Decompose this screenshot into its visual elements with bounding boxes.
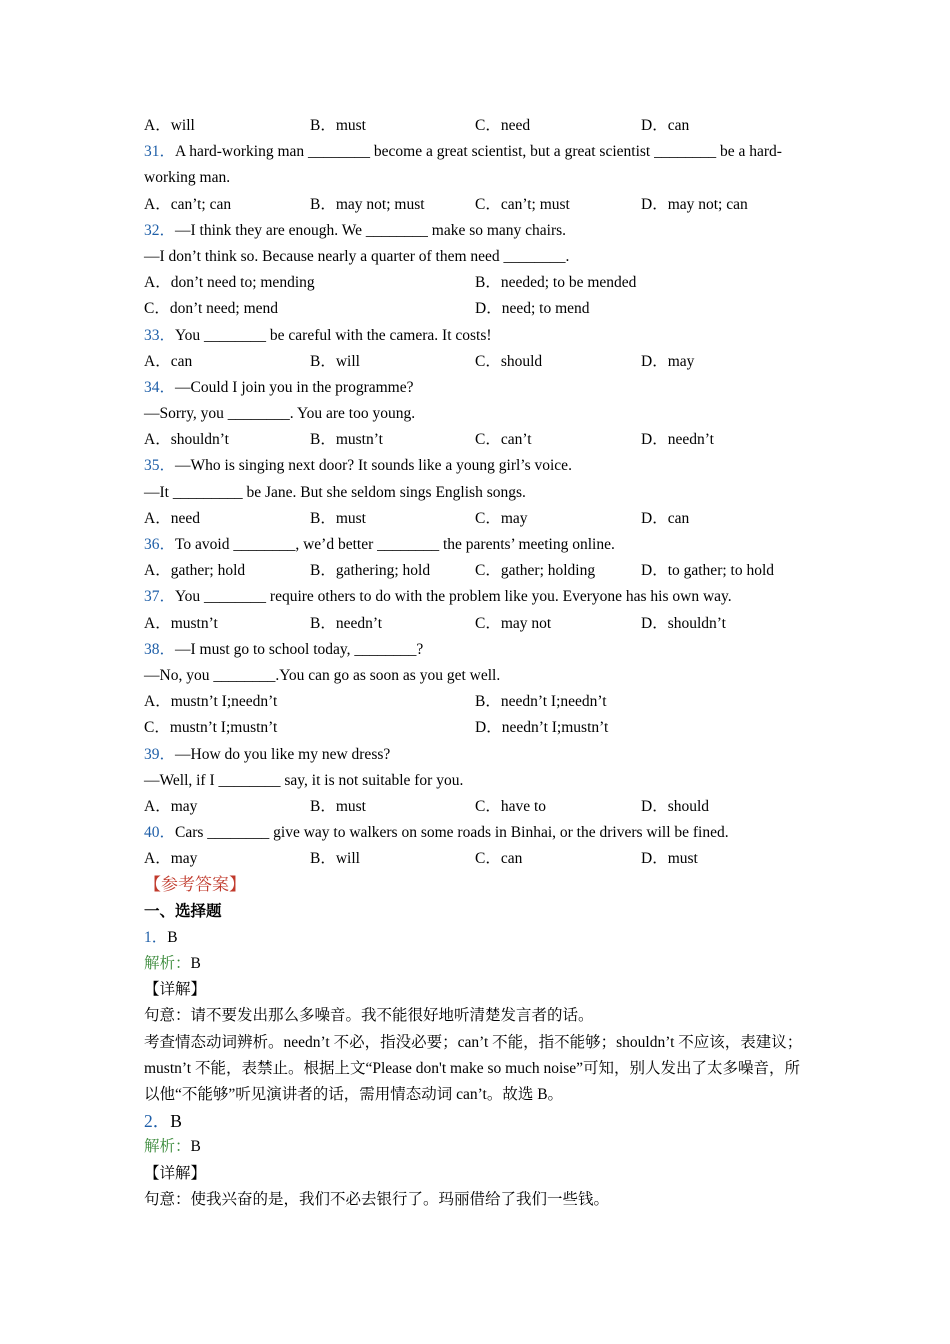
q38-option-d: D．needn’t I;mustn’t <box>475 719 609 737</box>
q39-option-b: B．must <box>310 797 366 815</box>
q34-stem <box>144 375 808 401</box>
answer-1-analysis: 考查情态动词辨析。needn’t 不必，指没必要；can’t 不能，指不能够；shouldn’t 不应该，表建议；mustn’t 不能，表禁止。根据上文“Please don't make so much noise”可知，别人发出了太多噪音，所以他“不能够”听见演讲者的话，需用情态动词 can’t。故选 B。 <box>144 1033 803 1103</box>
answer-1-jiexi-label: 解析： <box>144 955 191 973</box>
q39-option-a: A．may <box>144 797 198 815</box>
q32-stem <box>144 218 808 244</box>
q38-stem <box>144 637 808 663</box>
q40-options <box>144 846 808 872</box>
answer-1-value: B <box>167 928 178 946</box>
q38-option-a: A．mustn’t I;needn’t <box>144 693 278 711</box>
q34-line1: —Could I join you in the programme? <box>175 378 414 396</box>
answer-1-jiexi <box>144 951 808 977</box>
answer-2-value: B <box>170 1111 182 1132</box>
q31-option-b: B．may not; must <box>310 195 425 213</box>
q37-option-c: C．may not <box>475 614 552 632</box>
q32-line2: —I don’t think so. Because nearly a quarter of them need ________. <box>144 247 570 265</box>
q36-option-a: A．gather; hold <box>144 562 246 580</box>
q39-options <box>144 794 808 820</box>
q34-number: 34． <box>144 378 176 396</box>
q33-option-b: B．will <box>310 352 360 370</box>
q34-option-c: C．can’t <box>475 431 532 449</box>
q40-option-a: A．may <box>144 850 198 868</box>
answers-section-title: 一、选择题 <box>144 902 222 920</box>
q37-option-a: A．mustn’t <box>144 614 218 632</box>
q37-text: You ________ require others to do with the problem like you. Everyone has his own way. <box>175 588 732 606</box>
answer-1-meaning: 句意：请不要发出那么多噪音。我不能很好地听清楚发言者的话。 <box>144 1007 594 1025</box>
q36-number: 36． <box>144 536 176 554</box>
q38-line1: —I must go to school today, ________? <box>175 640 424 658</box>
q30-option-d: D．can <box>641 117 690 134</box>
q39-line2: —Well, if I ________ say, it is not suitable for you. <box>144 771 464 789</box>
q40-option-c: C．can <box>475 850 523 868</box>
answer-1-jiexi-value: B <box>190 955 201 973</box>
document-page <box>144 113 808 1213</box>
q36-option-d: D．to gather; to hold <box>641 562 775 580</box>
q31-text: A hard-working man ________ become a great scientist, but a great scientist ________ be a hard-working man. <box>144 143 782 187</box>
q35-option-b: B．must <box>310 509 366 527</box>
q34-line2: —Sorry, you ________. You are too young. <box>144 405 416 423</box>
q38-number: 38． <box>144 640 176 658</box>
q33-options <box>144 349 808 375</box>
q32-options-row2 <box>144 296 808 322</box>
q35-line1: —Who is singing next door? It sounds like a young girl’s voice. <box>175 457 572 475</box>
q35-option-a: A．need <box>144 509 200 527</box>
q39-number: 39． <box>144 745 176 763</box>
q34-option-d: D．needn’t <box>641 431 714 449</box>
q33-option-c: C．should <box>475 352 543 370</box>
q34-option-b: B．mustn’t <box>310 431 383 449</box>
q36-stem <box>144 532 808 558</box>
q32-option-a: A．don’t need to; mending <box>144 274 315 292</box>
q40-text: Cars ________ give way to walkers on some roads in Binhai, or the drivers will be fined. <box>175 824 729 842</box>
q39-option-d: D．should <box>641 797 710 815</box>
q33-text: You ________ be careful with the camera. It costs! <box>175 326 492 344</box>
q33-option-a: A．can <box>144 352 193 370</box>
q38-options-row2 <box>144 715 808 741</box>
q35-option-c: C．may <box>475 509 528 527</box>
q32-line1: —I think they are enough. We ________ make so many chairs. <box>175 221 567 239</box>
q38-option-c: C．mustn’t I;mustn’t <box>144 719 278 737</box>
q30-option-c: C．need <box>475 117 531 134</box>
answer-2-jiexi-label: 解析： <box>144 1138 191 1156</box>
q40-number: 40． <box>144 824 176 842</box>
q35-option-d: D．can <box>641 509 690 527</box>
q33-option-d: D．may <box>641 352 695 370</box>
q37-number: 37． <box>144 588 176 606</box>
answer-2-jiexi <box>144 1134 808 1160</box>
answer-1-detail-label: 【详解】 <box>144 981 207 999</box>
q31-options <box>144 192 808 218</box>
q37-stem <box>144 584 808 610</box>
q31-option-c: C．can’t; must <box>475 195 570 213</box>
q30-options <box>144 113 808 139</box>
q33-stem <box>144 323 808 349</box>
q35-options <box>144 506 808 532</box>
q34-options <box>144 427 808 453</box>
q31-stem <box>144 139 808 191</box>
q40-option-b: B．will <box>310 850 360 868</box>
answer-2-number: 2． <box>144 1111 171 1132</box>
q37-options <box>144 611 808 637</box>
q31-option-a: A．can’t; can <box>144 195 232 213</box>
q32-option-d: D．need; to mend <box>475 300 590 318</box>
q33-number: 33． <box>144 326 176 344</box>
q31-option-d: D．may not; can <box>641 195 748 213</box>
q32-options-row1 <box>144 270 808 296</box>
q32-option-b: B．needed; to be mended <box>475 274 637 292</box>
q39-line1: —How do you like my new dress? <box>175 745 391 763</box>
q40-stem <box>144 820 808 846</box>
answer-2-detail-label: 【详解】 <box>144 1164 207 1182</box>
q38-option-b: B．needn’t I;needn’t <box>475 693 607 711</box>
q40-option-d: D．must <box>641 850 698 868</box>
q39-option-c: C．have to <box>475 797 547 815</box>
q32-number: 32． <box>144 221 176 239</box>
q37-option-d: D．shouldn’t <box>641 614 726 632</box>
q30-option-a: A．will <box>144 117 195 134</box>
q36-text: To avoid ________, we’d better ________ the parents’ meeting online. <box>175 536 615 554</box>
q36-options <box>144 558 808 584</box>
q36-option-b: B．gathering; hold <box>310 562 431 580</box>
answer-1-number: 1． <box>144 928 168 946</box>
q34-option-a: A．shouldn’t <box>144 431 229 449</box>
answer-2-meaning: 句意：使我兴奋的是，我们不必去银行了。玛丽借给了我们一些钱。 <box>144 1190 610 1208</box>
q35-number: 35． <box>144 457 176 475</box>
q35-line2: —It _________ be Jane. But she seldom sings English songs. <box>144 483 526 501</box>
answer-1 <box>144 925 808 951</box>
answer-2 <box>144 1108 808 1134</box>
q38-line2: —No, you ________.You can go as soon as you get well. <box>144 666 501 684</box>
q37-option-b: B．needn’t <box>310 614 383 632</box>
q32-option-c: C．don’t need; mend <box>144 300 279 318</box>
q35-stem <box>144 453 808 479</box>
q30-option-b: B．must <box>310 117 366 134</box>
answer-2-jiexi-value: B <box>190 1138 201 1156</box>
q31-number: 31． <box>144 143 176 161</box>
q38-options-row1 <box>144 689 808 715</box>
q36-option-c: C．gather; holding <box>475 562 596 580</box>
q39-stem <box>144 742 808 768</box>
answers-heading: 【参考答案】 <box>144 875 246 895</box>
